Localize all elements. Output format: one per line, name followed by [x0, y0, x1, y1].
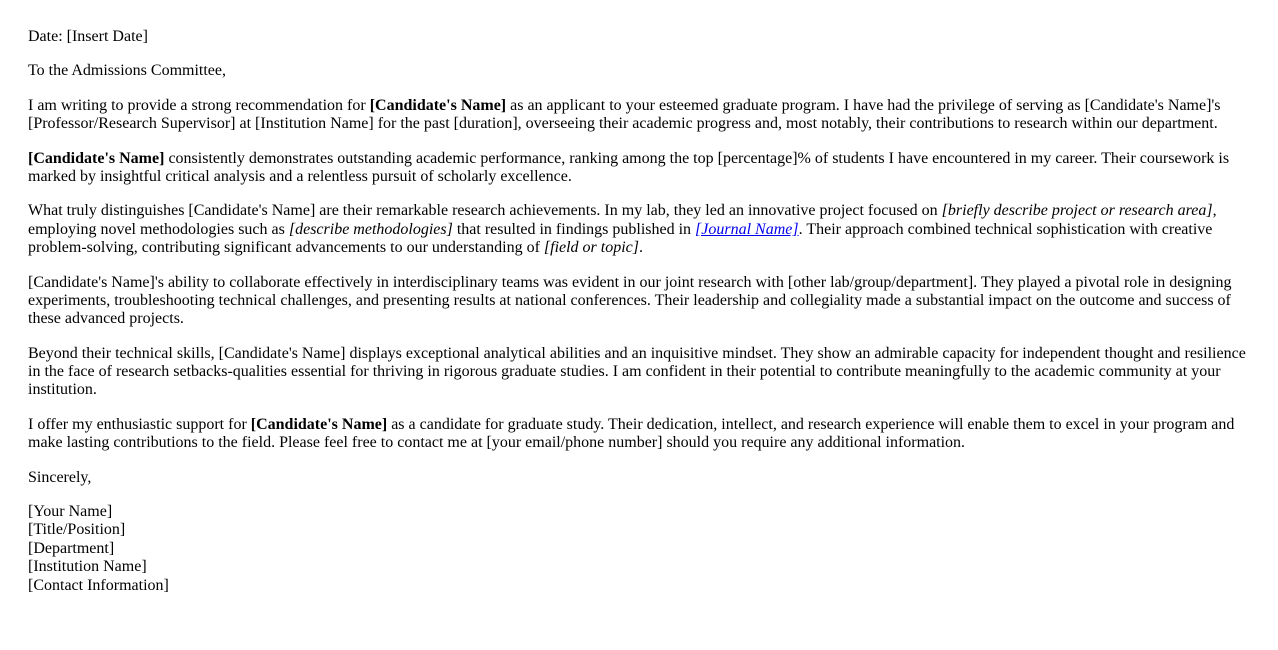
project-area-placeholder: [briefly describe project or research area]	[941, 202, 1213, 220]
signature-line: [Your Name]	[28, 503, 113, 521]
text-run: Beyond their technical skills, [Candidate's Name] displays exceptional analytical abilities and an inquisitive mindset. They show an admirable capacity for independent thought and resilience in the face of research setbacks-qualities essential for thriving in rigorous graduate studies. I am confident in their potential to contribute meaningfully to the academic community at your institution.	[28, 344, 1246, 399]
text-run: What truly distinguishes [Candidate's Name] are their remarkable research achievements. In my lab, they led an innovative project focused on	[28, 202, 942, 220]
closing-text: Sincerely,	[28, 468, 92, 486]
text-run: consistently demonstrates outstanding academic performance, ranking among the top [percentage]% of students I have encountered in my career. Their coursework is marked by insightful critical analysis and a relentless pursuit of scholarly excellence.	[28, 149, 1230, 185]
date-line	[28, 28, 1246, 46]
methodologies-placeholder: [describe methodologies]	[288, 220, 453, 238]
closing-line	[28, 469, 1246, 487]
body-paragraph-analytical-abilities	[28, 345, 1246, 400]
signature-line: [Department]	[28, 539, 115, 557]
text-run: as an applicant to your esteemed graduate program. I have had the privilege of serving as [Candidate's Name]'s [Professor/Research Supervisor] at [Institution Name] for the past [duration], overseeing their academic progress and, most notably, their contributions to research within our department.	[28, 96, 1221, 133]
salutation-text: To the Admissions Committee,	[28, 62, 226, 80]
signature-block	[28, 503, 1246, 595]
date-text: Date: [Insert Date]	[28, 28, 148, 45]
body-paragraph-endorsement	[28, 416, 1246, 453]
body-paragraph-introduction	[28, 97, 1246, 134]
journal-name-link[interactable]: [Journal Name]	[695, 220, 799, 238]
salutation-line	[28, 62, 1246, 80]
text-run: , employing novel methodologies such as	[28, 202, 1217, 238]
text-run: [Candidate's Name]'s ability to collaborate effectively in interdisciplinary teams was evident in our joint research with [other lab/group/department]. They played a pivotal role in designing experiments, troubleshooting technical challenges, and presenting results at national conferences. Their leadership and collegiality made a substantial impact on the outcome and success of these advanced projects.	[28, 273, 1232, 328]
signature-line: [Title/Position]	[28, 521, 126, 539]
text-run: that resulted in findings published in	[452, 220, 696, 238]
text-run: I am writing to provide a strong recommendation for	[28, 96, 370, 114]
candidate-name-placeholder: [Candidate's Name]	[28, 149, 165, 167]
text-run: I offer my enthusiastic support for	[28, 415, 251, 433]
candidate-name-placeholder: [Candidate's Name]	[250, 415, 388, 433]
body-paragraph-research-achievements	[28, 202, 1246, 257]
body-paragraph-collaboration	[28, 274, 1246, 329]
signature-line: [Institution Name]	[28, 558, 147, 576]
text-run: . Their approach combined technical sophistication with creative problem-solving, contributing significant advancements to our understanding of	[28, 220, 1213, 257]
candidate-name-placeholder: [Candidate's Name]	[369, 96, 507, 114]
signature-line: [Contact Information]	[28, 576, 169, 594]
text-run: .	[639, 239, 643, 257]
body-paragraph-academic-performance	[28, 150, 1246, 187]
field-topic-placeholder: [field or topic]	[543, 239, 639, 257]
text-run: as a candidate for graduate study. Their dedication, intellect, and research experience will enable them to excel in your program and make lasting contributions to the field. Please feel free to contact me at [your email/phone number] should you require any additional information.	[28, 415, 1235, 452]
